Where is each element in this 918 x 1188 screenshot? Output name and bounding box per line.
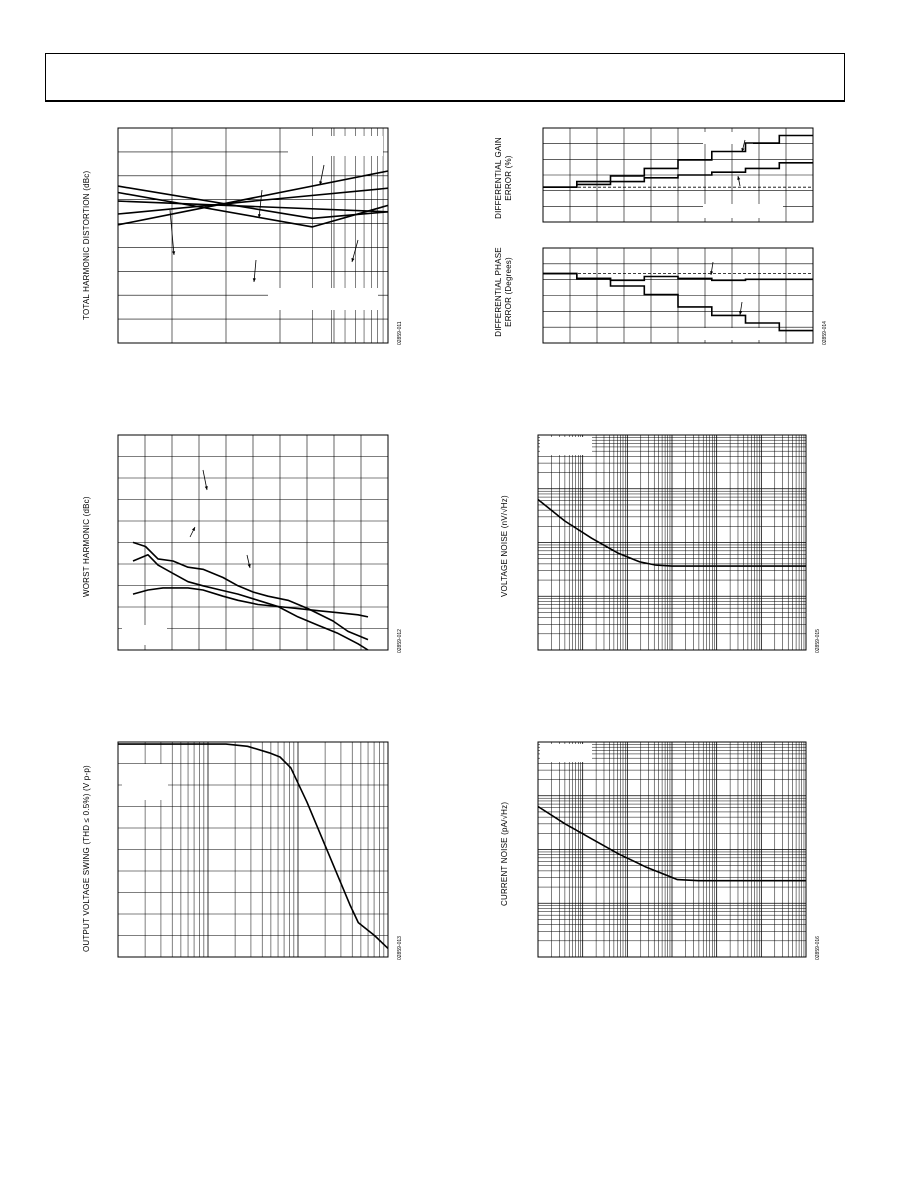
figure-id-voltage-noise: 02859-015 bbox=[815, 629, 821, 653]
figure-id-output-swing: 02859-013 bbox=[397, 936, 403, 960]
y-axis-label-diff-phase: DIFFERENTIAL PHASE ERROR (Degrees) bbox=[494, 247, 513, 337]
y-axis-label-current-noise: CURRENT NOISE (pA/√Hz) bbox=[500, 801, 509, 906]
legend-area bbox=[540, 744, 592, 762]
figure-id-diff-phase: 02859-014 bbox=[822, 321, 828, 345]
y-axis-label-diff-gain: DIFFERENTIAL GAIN ERROR (%) bbox=[494, 137, 513, 219]
y-axis-label-worst-harmonic: WORST HARMONIC (dBc) bbox=[82, 496, 91, 597]
y-axis-label-voltage-noise: VOLTAGE NOISE (nV/√Hz) bbox=[500, 495, 509, 597]
figure-id-thd: 02859-011 bbox=[397, 321, 403, 345]
y-axis-label-output-swing: OUTPUT VOLTAGE SWING (THD ≤ 0.5%) (V p-p) bbox=[82, 765, 91, 952]
figure-id-current-noise: 02859-016 bbox=[815, 936, 821, 960]
y-axis-label-thd: TOTAL HARMONIC DISTORTION (dBc) bbox=[82, 170, 91, 320]
figure-id-worst-harmonic: 02859-012 bbox=[397, 629, 403, 653]
